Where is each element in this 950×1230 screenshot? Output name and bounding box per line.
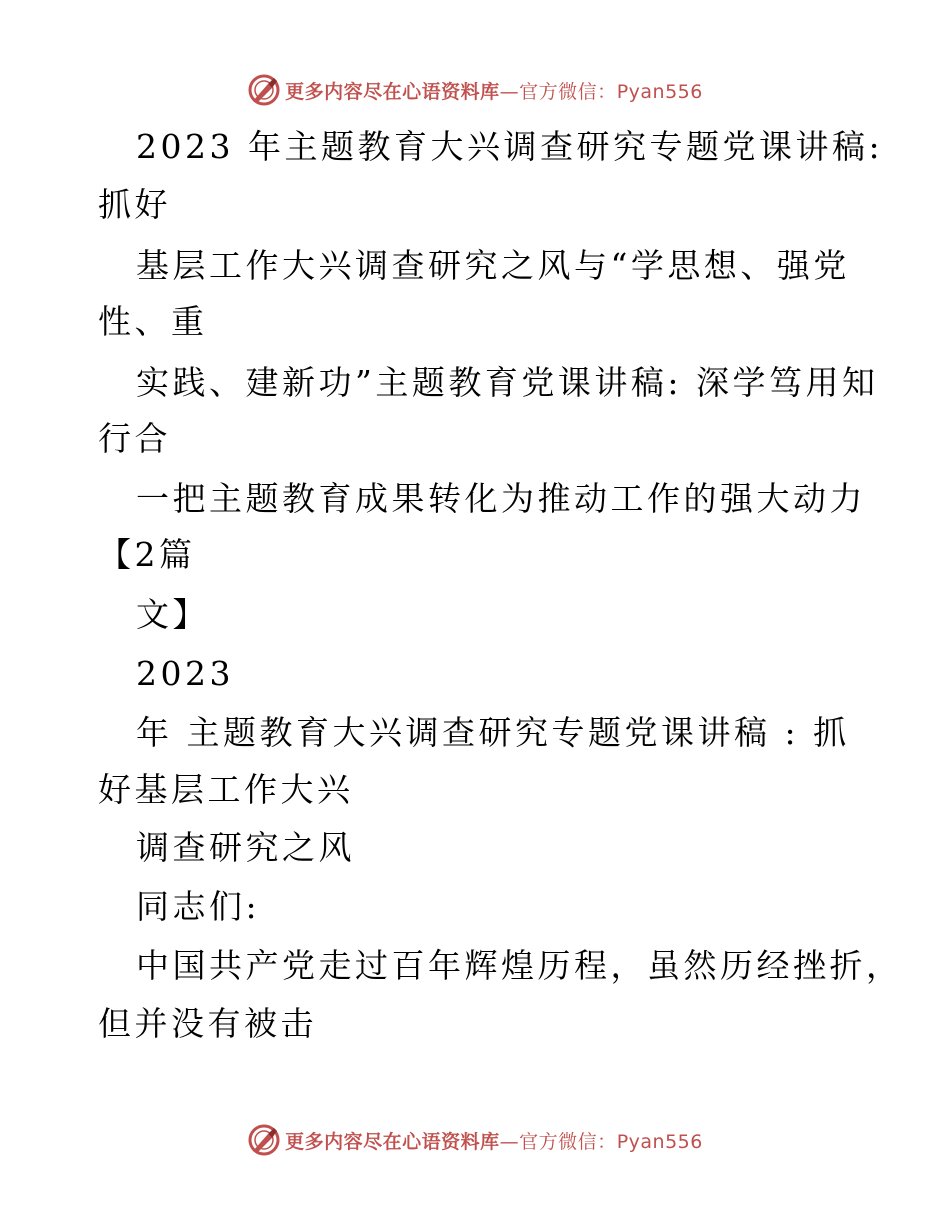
doc-line-6: 行合 <box>98 419 171 458</box>
doc-line-7: 一把主题教育成果转化为推动工作的强大动力 <box>136 479 866 518</box>
footer-banner-text <box>285 1127 703 1154</box>
header-banner <box>0 70 950 110</box>
doc-line-14: 同志们: <box>136 887 261 926</box>
wechat-label: 官方微信： <box>519 1130 617 1153</box>
doc-line-12: 好基层工作大兴 <box>98 770 354 809</box>
footer-banner <box>0 1120 950 1160</box>
doc-line-1: 2023 年主题教育大兴调查研究专题党课讲稿: <box>136 127 884 166</box>
doc-line-2: 抓好 <box>98 185 171 224</box>
pen-nib-logo-icon <box>247 73 281 107</box>
doc-line-13: 调查研究之风 <box>136 828 355 867</box>
doc-line-9: 文】 <box>136 595 209 634</box>
wechat-label: 官方微信： <box>519 80 617 103</box>
doc-line-16: 但并没有被击 <box>98 1004 317 1043</box>
doc-line-8: 【2篇 <box>98 535 196 574</box>
doc-line-5: 实践、建新功”主题教育党课讲稿: 深学笃用知 <box>136 363 879 402</box>
doc-line-11: 年 主题教育大兴调查研究专题党课讲稿 : 抓 <box>136 713 850 752</box>
pen-nib-logo-icon <box>247 1123 281 1157</box>
doc-line-3: 基层工作大兴调查研究之风与“学思想、强党 <box>136 246 850 285</box>
wechat-id: Pyan556 <box>616 80 703 103</box>
site-name: 更多内容尽在心语资料库 <box>285 1130 500 1153</box>
doc-line-10: 2023 <box>136 654 234 693</box>
doc-line-15: 中国共产党走过百年辉煌历程，虽然历经挫折， <box>136 946 903 985</box>
header-banner-text <box>285 77 703 104</box>
doc-line-4: 性、重 <box>98 302 208 341</box>
banner-separator: — <box>499 1130 520 1153</box>
site-name: 更多内容尽在心语资料库 <box>285 80 500 103</box>
banner-separator: — <box>499 80 520 103</box>
wechat-id: Pyan556 <box>616 1130 703 1153</box>
